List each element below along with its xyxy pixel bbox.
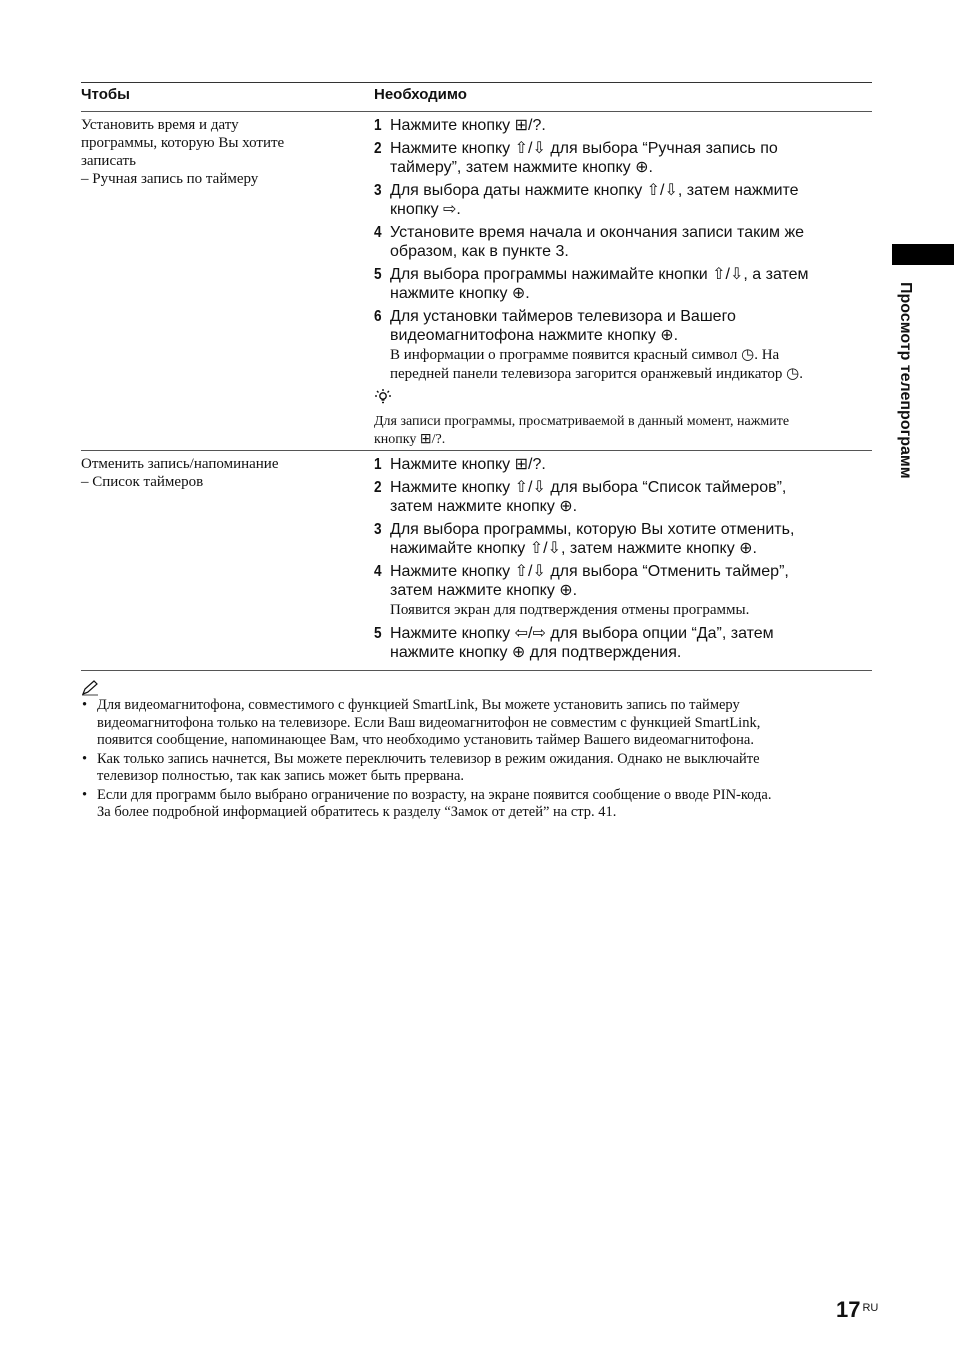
tip-line: кнопку ⊞/?. [374,432,446,447]
step-text: Установите время начала и окончания записи таким же [390,224,805,241]
step-number: 1 [374,456,382,473]
row2-task [81,455,341,491]
step [374,139,874,177]
step-text: кнопку ⇨. [390,201,461,218]
note-item [81,697,881,750]
bullet: • [82,786,88,803]
step-number: 3 [374,182,382,199]
step-text: Нажмите кнопку ⇧/⇩ для выбора “Ручная запись по [390,140,778,157]
step [374,181,874,219]
row1-task [81,116,341,188]
note-line: видеомагнитофона только на телевизоре. Если Ваш видеомагнитофон не совместим с функцией SmartLink, [97,714,761,731]
step-number: 4 [374,563,382,580]
section-tab-marker [892,244,954,265]
step-number: 2 [374,140,382,157]
section-side-label [882,282,922,512]
note-line: появится сообщение, напоминающее Вам, что необходимо установить таймер Вашего видеомагнитофона. [97,732,754,748]
step-text: Для выбора даты нажмите кнопку ⇧/⇩, затем нажмите [390,182,799,199]
step-text: образом, как в пункте 3. [390,243,569,260]
row1-task-line: записать [81,153,136,169]
row-rule [81,450,872,451]
step-number: 2 [374,479,382,496]
page-number [836,1297,878,1323]
step-note [374,346,874,384]
table-header [81,86,872,106]
note-line: За более подробной информацией обратитесь к разделу “Замок от детей” на стр. 41. [97,804,617,820]
step [374,624,874,662]
section-title: Просмотр телепрограмм [897,282,914,479]
step-note-line: Появится экран для подтверждения отмены программы. [390,602,750,618]
bullet: • [82,697,88,713]
note-line: Как только запись начнется, Вы можете переключить телевизор в режим ожидания. Однако не выключайте [97,750,760,767]
row1-steps [374,116,874,449]
lightbulb-icon [374,388,392,406]
table-bottom-rule [81,670,872,671]
note-line: телевизор полностью, так как запись может быть прервана. [97,768,465,784]
row2-task-line: – Список таймеров [81,474,204,490]
note-item [81,751,881,786]
bullet: • [82,750,88,767]
table-row [81,455,872,667]
step-text: Нажмите кнопку ⇧/⇩ для выбора “Отменить таймер”, [390,563,789,580]
step-text: нажмите кнопку ⊕ для подтверждения. [390,644,682,661]
header-col2: Необходимо [374,86,467,103]
step-number: 4 [374,224,382,241]
step-text: Для выбора программы, которую Вы хотите отменить, [390,521,795,538]
row1-task-line: программы, которую Вы хотите [81,135,285,151]
row1-task-line: Установить время и дату [81,117,239,133]
step-text: затем нажмите кнопку ⊕. [390,582,578,599]
step [374,116,874,135]
step [374,478,874,516]
note-line: Для видеомагнитофона, совместимого с функцией SmartLink, Вы можете установить запись по таймеру [97,697,740,713]
row2-task-line: Отменить запись/напоминание [81,456,279,472]
page-lang-code: RU [862,1302,879,1314]
header-col1: Чтобы [81,86,130,103]
row1-task-line: – Ручная запись по таймеру [81,171,259,187]
page-number-value: 17 [836,1297,861,1322]
step-text: Нажмите кнопку ⊞/?. [390,117,546,134]
table-row [81,116,872,446]
step-text: затем нажмите кнопку ⊕. [390,498,578,515]
step [374,455,874,474]
step-text: Нажмите кнопку ⇧/⇩ для выбора “Список таймеров”, [390,479,787,496]
step-text: Нажмите кнопку ⇦/⇨ для выбора опции “Да”, затем [390,625,774,642]
step-number: 5 [374,625,382,642]
step-text: Для выбора программы нажимайте кнопки ⇧/⇩, а затем [390,266,809,283]
note-line: Если для программ было выбрано ограничение по возрасту, на экране появится сообщение о вводе PIN-кода. [97,786,772,803]
tip-text [374,413,874,449]
tip-line: Для записи программы, просматриваемой в данный момент, нажмите [374,414,790,429]
step-text: таймеру”, затем нажмите кнопку ⊕. [390,159,653,176]
header-rule [81,111,872,112]
note-item [81,787,881,822]
step-number: 3 [374,521,382,538]
step-number: 5 [374,266,382,283]
table-top-rule [81,82,872,83]
step-text: Для установки таймеров телевизора и Вашего [390,308,736,325]
step [374,562,874,620]
step-note-line: передней панели телевизора загорится оранжевый индикатор ◷. [390,366,803,382]
pencil-note-icon [81,680,99,696]
step-text: нажимайте кнопку ⇧/⇩, затем нажмите кнопку ⊕. [390,540,757,557]
step [374,223,874,261]
step-note-line: В информации о программе появится красный символ ◷. На [390,347,780,363]
step [374,265,874,303]
step-note [374,601,874,620]
step-text: Нажмите кнопку ⊞/?. [390,456,546,473]
step-number: 6 [374,308,382,325]
notes-section [81,680,881,823]
step [374,307,874,384]
step [374,520,874,558]
step-number: 1 [374,117,382,134]
step-text: нажмите кнопку ⊕. [390,285,530,302]
row2-steps [374,455,874,666]
step-text: видеомагнитофона нажмите кнопку ⊕. [390,327,679,344]
